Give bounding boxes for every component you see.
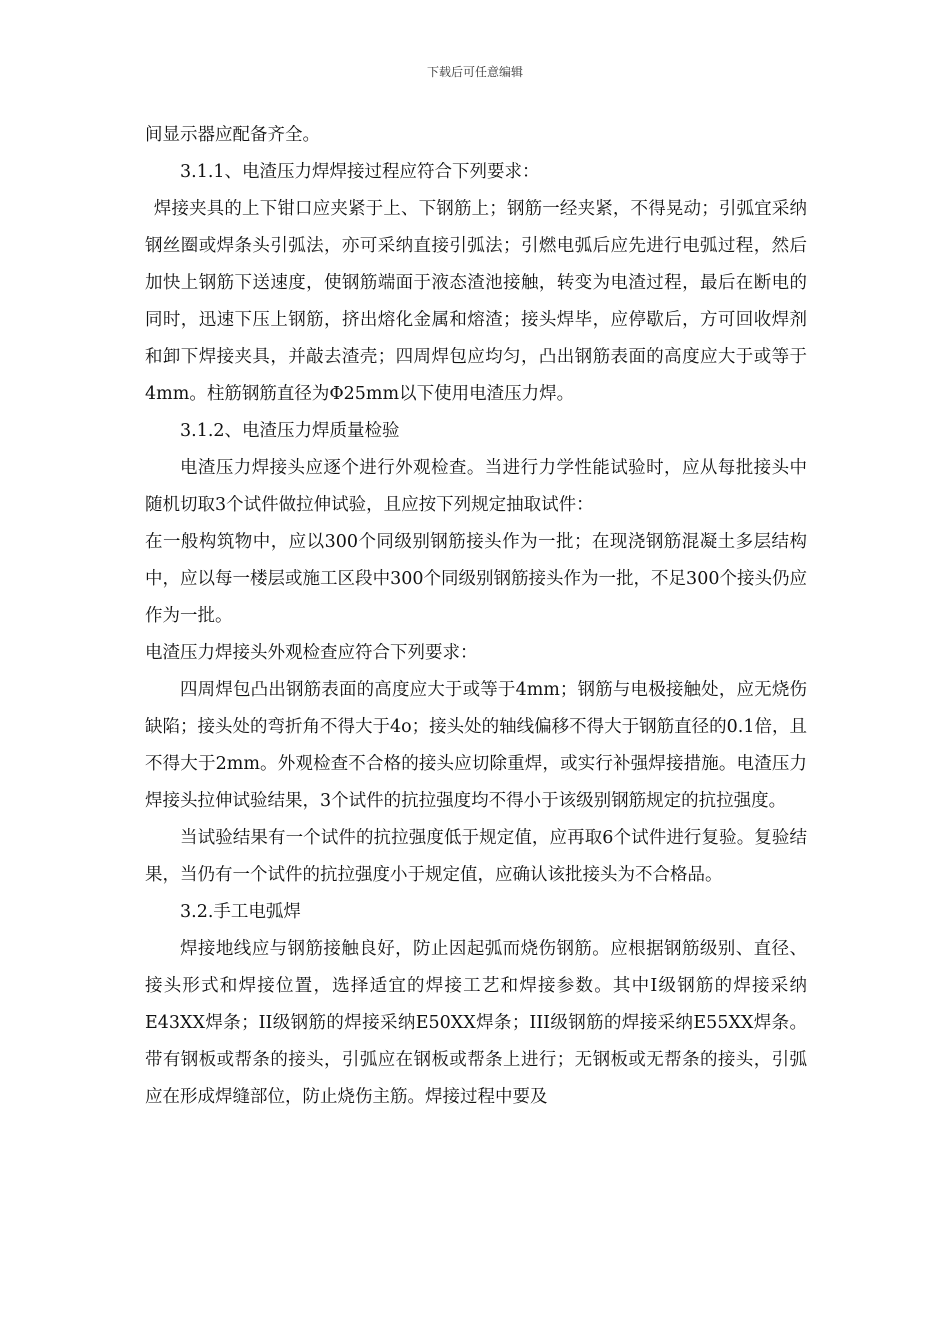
page-header: 下载后可任意编辑 (426, 65, 523, 79)
paragraph: 四周焊包凸出钢筋表面的高度应大于或等于4mm；钢筋与电极接触处，应无烧伤缺陷；接头处的弯折角不得大于4o；接头处的轴线偏移不得大于钢筋直径的0.1倍，且不得大于2mm。外观检查不合格的接头应切除重焊，或实行补强焊接措施。电渣压力焊接头拉伸试验结果，3个试件的抗拉强度均不得小于该级别钢筋规定的抗拉强度。 (145, 680, 807, 811)
paragraph: 在一般构筑物中，应以300个同级别钢筋接头作为一批；在现浇钢筋混凝土多层结构中，应以每一楼层或施工区段中300个同级别钢筋接头作为一批，不足300个接头仍应作为一批。 (145, 532, 807, 626)
document-body (145, 117, 807, 1116)
paragraph: 当试验结果有一个试件的抗拉强度低于规定值，应再取6个试件进行复验。复验结果，当仍有一个试件的抗拉强度小于规定值，应确认该批接头为不合格品。 (145, 828, 807, 885)
section-heading: 3.1.2、电渣压力焊质量检验 (180, 421, 400, 441)
paragraph: 焊接夹具的上下钳口应夹紧于上、下钢筋上；钢筋一经夹紧，不得晃动；引弧宜采纳钢丝圈或焊条头引弧法，亦可采纳直接引弧法；引燃电弧后应先进行电弧过程，然后加快上钢筋下送速度，使钢筋端面于液态渣池接触，转变为电渣过程，最后在断电的同时，迅速下压上钢筋，挤出熔化金属和熔渣；接头焊毕，应停歇后，方可回收焊剂和卸下焊接夹具，并敲去渣壳；四周焊包应均匀，凸出钢筋表面的高度应大于或等于4mm。柱筋钢筋直径为Φ25mm以下使用电渣压力焊。 (145, 199, 807, 404)
paragraph: 电渣压力焊接头外观检查应符合下列要求： (145, 643, 478, 663)
section-heading: 3.2.手工电弧焊 (180, 902, 301, 922)
paragraph: 间显示器应配备齐全。 (145, 125, 320, 145)
paragraph: 焊接地线应与钢筋接触良好，防止因起弧而烧伤钢筋。应根据钢筋级别、直径、接头形式和焊接位置，选择适宜的焊接工艺和焊接参数。其中I级钢筋的焊接采纳E43XX焊条；II级钢筋的焊接采纳E50XX焊条；III级钢筋的焊接采纳E55XX焊条。带有钢板或帮条的接头，引弧应在钢板或帮条上进行；无钢板或无帮条的接头，引弧应在形成焊缝部位，防止烧伤主筋。焊接过程中要及 (145, 939, 807, 1107)
section-heading: 3.1.1、电渣压力焊焊接过程应符合下列要求： (180, 162, 540, 182)
paragraph: 电渣压力焊接头应逐个进行外观检查。当进行力学性能试验时，应从每批接头中随机切取3个试件做拉伸试验，且应按下列规定抽取试件： (145, 458, 807, 515)
